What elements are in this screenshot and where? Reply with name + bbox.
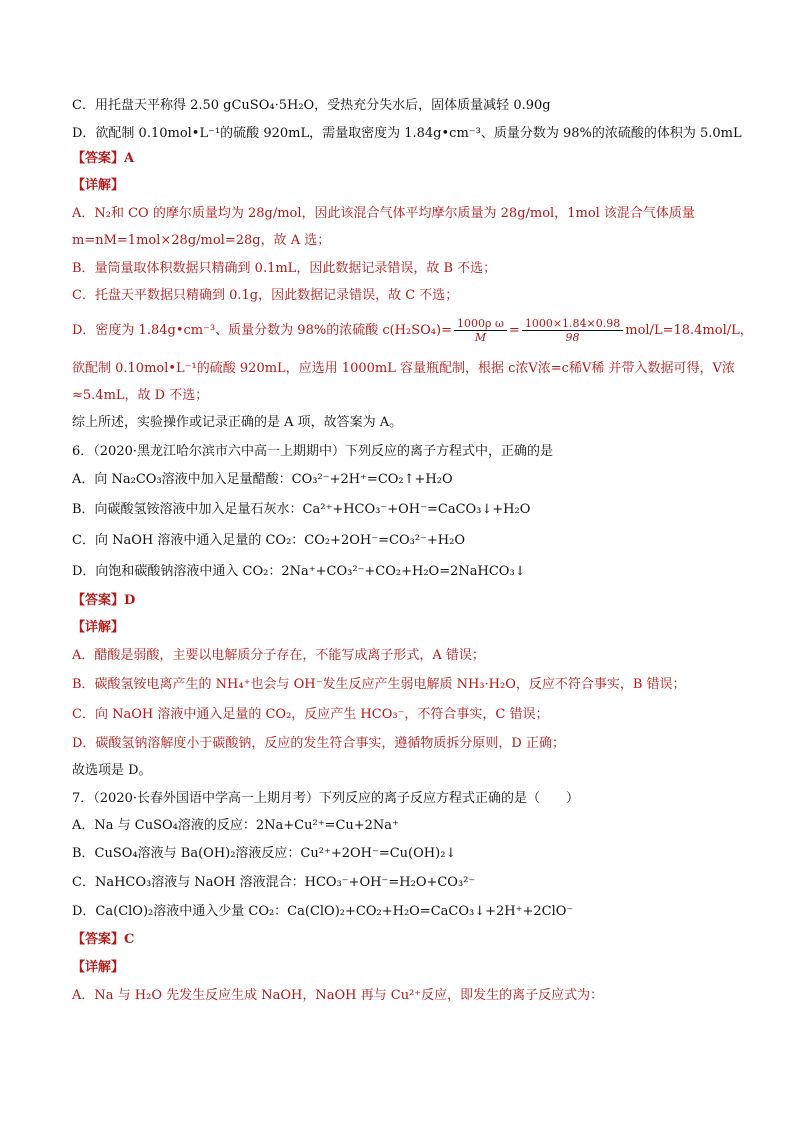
question-6-option-b: B．向碳酸氢铵溶液中加入足量石灰水：Ca²⁺+HCO₃⁻+OH⁻=CaCO₃↓+H₂O [72, 502, 531, 517]
question-6-stem: 6．（2020·黑龙江哈尔滨市六中高一上期期中）下列反应的离子方程式中，正确的是 [72, 444, 553, 459]
option-c-text: C．用托盘天平称得 2.50 gCuSO₄·5H₂O，受热充分失水后，固体质量减轻 0.90g [72, 98, 551, 113]
fraction-density [454, 317, 507, 344]
fraction-numerator: 1000ρ ω [454, 317, 507, 331]
answer-label: 【答案】C [72, 932, 135, 947]
question-6-option-d: D．向饱和碳酸钠溶液中通入 CO₂：2Na⁺+CO₃²⁻+CO₂+H₂O=2NaHCO₃↓ [72, 564, 526, 579]
formula-tail: mol/L=18.4mol/L， [625, 323, 753, 338]
equals-sign: = [508, 323, 520, 338]
explanation-label: 【详解】 [72, 620, 125, 635]
conclusion-line: 故选项是 D。 [72, 763, 152, 778]
formula-lead: D．密度为 1.84g•cm⁻³、质量分数为 98%的浓硫酸 c(H₂SO₄)= [72, 323, 452, 338]
explanation-line: C．托盘天平数据只精确到 0.1g，因此数据记录错误，故 C 不选； [72, 288, 459, 303]
question-6-option-a: A．向 Na₂CO₃溶液中加入足量醋酸：CO₃²⁻+2H⁺=CO₂↑+H₂O [72, 472, 453, 487]
explanation-line: 欲配制 0.10mol•L⁻¹的硫酸 920mL，应选用 1000mL 容量瓶配制，根据 c浓V浓=c稀V稀 并带入数据可得，V浓 [72, 361, 735, 376]
conclusion-line: 综上所述，实验操作或记录正确的是 A 项，故答案为 A。 [72, 415, 403, 430]
explanation-line: m=nM=1mol×28g/mol=28g，故 A 选； [72, 233, 331, 248]
question-7-option-a: A．Na 与 CuSO₄溶液的反应：2Na+Cu²⁺=Cu+2Na⁺ [72, 818, 399, 833]
explanation-label: 【详解】 [72, 178, 125, 193]
explanation-label: 【详解】 [72, 960, 125, 975]
question-7-option-d: D．Ca(ClO)₂溶液中通入少量 CO₂：Ca(ClO)₂+CO₂+H₂O=CaCO₃↓+2H⁺+2ClO⁻ [72, 904, 574, 919]
fraction-denominator: M [474, 331, 487, 344]
fraction-numerator: 1000×1.84×0.98 [522, 317, 623, 331]
question-7-option-b: B．CuSO₄溶液与 Ba(OH)₂溶液反应：Cu²⁺+2OH⁻=Cu(OH)₂↓ [72, 846, 457, 861]
explanation-line: B．碳酸氢铵电离产生的 NH₄⁺也会与 OH⁻发生反应产生弱电解质 NH₃·H₂O，反应不符合事实，B 错误； [72, 677, 686, 692]
option-d-text: D．欲配制 0.10mol•L⁻¹的硫酸 920mL，需量取密度为 1.84g•cm⁻³、质量分数为 98%的浓硫酸的体积为 5.0mL [72, 126, 742, 141]
fraction-denominator: 98 [565, 331, 580, 344]
explanation-line: ≈5.4mL，故 D 不选； [72, 388, 209, 403]
answer-label: 【答案】A [72, 151, 135, 166]
explanation-line: A．醋酸是弱酸，主要以电解质分子存在，不能写成离子形式，A 错误； [72, 648, 485, 663]
answer-label: 【答案】D [72, 593, 136, 608]
explanation-line: D．碳酸氢钠溶解度小于碳酸钠，反应的发生符合事实，遵循物质拆分原则，D 正确； [72, 736, 565, 751]
question-7-option-c: C．NaHCO₃溶液与 NaOH 溶液混合：HCO₃⁻+OH⁻=H₂O+CO₃²⁻ [72, 875, 476, 890]
explanation-line-formula [72, 317, 753, 344]
question-7-stem: 7．（2020·长春外国语中学高一上期月考）下列反应的离子反应方程式正确的是（ ） [72, 791, 579, 806]
explanation-line: C．向 NaOH 溶液中通入足量的 CO₂，反应产生 HCO₃⁻，不符合事实，C 错误； [72, 707, 549, 722]
question-6-option-c: C．向 NaOH 溶液中通入足量的 CO₂：CO₂+2OH⁻=CO₃²⁻+H₂O [72, 533, 465, 548]
explanation-line: A．N₂和 CO 的摩尔质量均为 28g/mol，因此该混合气体平均摩尔质量为 28g/mol，1mol 该混合气体质量 [72, 206, 695, 221]
explanation-line: B．量筒量取体积数据只精确到 0.1mL，因此数据记录错误，故 B 不选； [72, 261, 497, 276]
explanation-line: A．Na 与 H₂O 先发生反应生成 NaOH，NaOH 再与 Cu²⁺反应，即发生的离子反应式为： [72, 988, 604, 1003]
fraction-values [522, 317, 623, 344]
